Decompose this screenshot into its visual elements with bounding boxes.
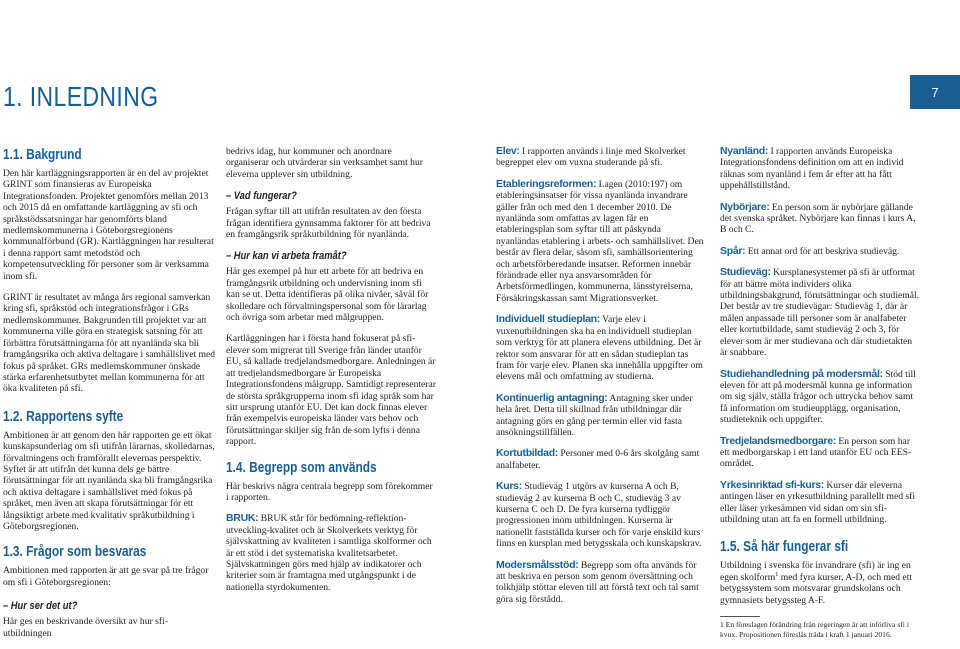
chapter-title: 1. INLEDNING <box>3 81 159 112</box>
paragraph-continued: bedrivs idag, hur kommuner och anordnare organiserar och utvärderar sin verksamhet samt hur eleverna upplever sin utbildning. <box>226 146 423 180</box>
definition-etablering-text: Lagen (2010:197) om etableringsinsatser för vissa nyanlända invandrare gäller från och med den 1 december 2010. De nyanlända som omfattas av lagen får en etableringsplan som syftar till att påskynda nyanländas etablering i arbets- och samhällslivet. Den består av flera delar, såsom sfi, samhällsorientering och arbetsförberedande insatser. Reformen innebär förändrade eller nya ansvarsområden för Arbetsförmedlingen, kommunerna, länsstyrelserna, Försäkringskassan samt Migrationsverket. <box>496 178 704 304</box>
heading-bakgrund: 1.1. Bakgrund <box>3 147 82 163</box>
definition-yrkesinriktad <box>720 480 920 526</box>
definition-spar-text: Ett annat ord för att beskriva studieväg. <box>745 245 900 257</box>
definition-kurs-text: Studieväg 1 utgörs av kurserna A och B, studieväg 2 av kurserna B och C, studieväg 3 av kurserna C och D. De fyra kurserna tydliggör progressionen inom utbildningen. Kurserna är nationellt fastställda kurser och för varje enskild kurs finns en kursplan med betygsskala och kunskapskrav. <box>496 481 702 550</box>
definition-etablering <box>496 179 706 304</box>
paragraph-kartlaggning: Kartläggningen har i första hand fokuserat på sfi-elever som migrerat till Sverige från länder utanför EU, så kallade tredjelandsmedborgare. Anledningen är att tredjelandsmedborgare är Europeiska Integrationsfondens målgrupp. Samtidigt representerar de största språkgrupperna inom sfi idag språk som har sitt ursprung utanför EU. Det kan dock finnas elever från exempelvis europeiska länder vars behov och förutsättningar skiljer sig från de som lyfts i denna rapport. <box>226 333 436 448</box>
paragraph-sa-har-text-2: med fyra kurser, A-D, och med ett betygssystem som motsvarar grundskolans och gymnasiets betygssteg A-F. <box>720 571 913 606</box>
paragraph-sa-har-text: Utbildning i svenska för invandrare (sfi) är ing en egen skolform <box>720 560 911 583</box>
definition-studievag <box>720 267 920 358</box>
definition-elev-text: I rapporten används i linje med Skolverket begreppet elev om vuxna studerande på sfi. <box>496 146 686 169</box>
heading-syfte: 1.2. Rapportens syfte <box>3 408 124 425</box>
definition-studiehandledning <box>720 369 920 426</box>
definition-spar <box>720 246 920 257</box>
heading-begrepp: 1.4. Begrepp som används <box>226 459 377 476</box>
definition-kontinuerlig <box>496 393 706 439</box>
term-studiehandledning: Studiehandledning på modersmål: <box>720 367 883 380</box>
term-spar: Spår: <box>720 244 746 257</box>
footnote: 1 En föreslagen förändring från regeringen är att införliva sfi i kvux. Propositionen föreslås träda i kraft 1 januari 2016. <box>720 620 909 639</box>
term-studievag: Studieväg: <box>720 266 771 279</box>
heading-hur-ser-det-ut: – Hur ser det ut? <box>3 600 78 613</box>
column-4 <box>720 146 920 649</box>
paragraph-syfte: Ambitionen är att genom den här rapporten ge ett ökat kunskapsunderlag om sfi utifrån lärarnas, skolledarnas, förvaltningens och framförallt elevernas perspektiv. Syftet är att utifrån det kunna dels ge bättre förutsättningar för att nyanlända ska bli framgångsrika och aktiva deltagare i samhällslivet med fokus på språket, men även att skapa förutsättningar för ett långsiktigt arbete med kvalitativ språkutbildning i Göteborgsregionen. <box>3 429 215 532</box>
paragraph-bakgrund-1: Den här kartläggningsrapporten är en del av projektet GRINT som finansieras av Europeiska Integrationsfonden. Projektet genomförs mellan 2013 och 2015 då en omfattande kartläggning av sfi och språkstödssatsningar har genomförts bland medlemskommunerna i Göteborgsregionens kommunalförbund (GR). Kartläggningen har resulterat i denna rapport samt metodstöd och kompetensutveckling för personer som är verksamma inom sfi. <box>3 168 214 282</box>
term-yrkesinriktad: Yrkesinriktad sfi-kurs: <box>720 478 824 491</box>
definition-tredjeland <box>720 436 920 470</box>
definition-yrkesinriktad-text: Kurser där eleverna antingen läser en yrkesutbildning parallellt med sfi eller läser yrkesämnen vid sidan om sin sfi-utbildning utan att fa en formell utbildning. <box>720 479 916 525</box>
definition-bruk <box>226 513 436 593</box>
paragraph-bakgrund-2: GRINT är resultatet av många års regional samverkan kring sfi, språkstöd och integrationsfrågor i GRs medlemskommuner. Bakgrunden till projektet var att kommunerna ville göra en strategisk satsning för att förbättra förutsättningarna för att nyanlända ska bli framgångsrika och aktiva deltagare i samhällslivet med fokus på språket. GRs medlemskommuner önskade stärka erfarenhetsutbytet mellan kommunerna för att öka kvaliteten på sfi. <box>3 292 216 395</box>
heading-sa-har-fungerar: 1.5. Så här fungerar sfi <box>720 539 849 556</box>
column-3 <box>496 146 706 615</box>
paragraph-begrepp: Här beskrivs några centrala begrepp som förekommer i rapporten. <box>226 480 433 503</box>
term-etablering: Etableringsreformen: <box>496 177 597 190</box>
paragraph-fragor: Ambitionen med rapporten är att ge svar på tre frågor om sfi i Göteborgsregionen: <box>3 565 209 588</box>
column-2 <box>226 146 436 603</box>
definition-modersmal-text: Begrepp som ofta används för att beskriva en person som genom översättning och tolkhjälp stöttar eleven till att förstå text och tal samt göra sig förstådd. <box>496 559 699 605</box>
definition-tredjeland-text: En person som har ett medborgarskap i ett land utanför EU och EES-området. <box>720 435 912 470</box>
term-elev: Elev: <box>496 145 520 157</box>
term-modersmal: Modersmålsstöd: <box>496 558 579 571</box>
paragraph-hur-ser-det-ut: Här ges en beskrivande översikt av hur sfi-utbildningen <box>3 616 168 639</box>
term-individuell: Individuell studieplan: <box>496 313 600 326</box>
definition-modersmal <box>496 560 706 606</box>
definition-bruk-text: BRUK står för bedömning-reflektion-utveckling-kvalitet och är Skolverkets verktyg för självskattning av kvaliteten i samtliga skolformer och är ett stöd i det systematiska kvalitetsarbetet. Självskattningen görs med hjälp av indikatorer och kriterier som är framtagna med utgångspunkt i de nationella styrdokumenten. <box>226 513 432 593</box>
term-kurs: Kurs: <box>496 480 522 493</box>
term-nyanland: Nyanländ: <box>720 145 769 157</box>
footnote-marker: 1 <box>775 570 779 578</box>
definition-kontinuerlig-text: Antagning sker under hela året. Detta till skillnad från utbildningar där antagning görs en gång per termin eller vid fasta ansökningstillfällen. <box>496 392 693 438</box>
definition-elev <box>496 146 706 169</box>
term-tredjeland: Tredjelandsmedborgare: <box>720 434 836 447</box>
heading-vad-fungerar: – Vad fungerar? <box>226 190 297 203</box>
definition-kurs <box>496 481 706 549</box>
page-number-badge: 7 <box>910 75 960 109</box>
term-kontinuerlig: Kontinuerlig antagning: <box>496 391 608 404</box>
definition-individuell <box>496 314 706 382</box>
heading-hur-kan-vi: – Hur kan vi arbeta framåt? <box>226 250 347 263</box>
definition-nyanland-text: I rapporten används Europeiska Integrationsfondens definition om att en individ räknas som nyanländ i fem år efter att ha fått uppehållstillstånd. <box>720 146 904 192</box>
paragraph-sa-har-fungerar <box>720 560 920 606</box>
definition-nyborjare <box>720 202 920 236</box>
definition-studiehandledning-text: Stöd till eleven för att på modersmål kunna ge information om sig själv, ställa frågor och uttrycka behov samt få information om studieupplägg, organisation, studieteknik och uppgifter. <box>720 368 916 426</box>
definition-kortutbildad <box>496 448 706 471</box>
term-nyborjare: Nybörjare: <box>720 200 770 213</box>
term-kortutbildad: Kortutbildad: <box>496 447 559 460</box>
definition-kortutbildad-text: Personer med 0-6 års skolgång samt analfabeter. <box>496 448 700 471</box>
definition-nyanland <box>720 146 920 192</box>
heading-fragor: 1.3. Frågor som besvaras <box>3 544 147 561</box>
definition-individuell-text: Varje elev i vuxenutbildningen ska ha en individuell studieplan som verktyg för att planera elevens utbildning. Det är rektor som ansvarar för att en sådan studieplan tas fram för varje elev. Planen ska innehålla uppgifter om elevens mål och omfattning av studierna. <box>496 314 703 383</box>
term-bruk: BRUK: <box>226 512 259 525</box>
definition-studievag-text: Kursplanesystemet på sfi är utformat för att bättre möta individers olika utbildningsbakgrund, förutsättningar och studiemål. Det består av tre studievägar: Studieväg 1, där är målen anpassade till personer som är analfabeter eller kortutbildade, samt studieväg 2 och 3, för elever som är mer studievana och där studietakten är snabbare. <box>720 267 920 359</box>
paragraph-vad-fungerar: Frågan syftar till att utifrån resultaten av den första frågan identifiera gynnsamma faktorer för att bedriva en framgångsrik språkutbildning för nyanlända. <box>226 206 431 241</box>
footnote-rule <box>720 616 760 617</box>
paragraph-hur-kan-vi: Här ges exempel på hur ett arbete för att bedriva en framgångsrik utbildning och undervisning inom sfi kan se ut. Detta identifieras på olika nivåer, såväl för skolledare och förvaltningspersonal som för lärarlag och övriga som arbetar med målgruppen. <box>226 266 429 324</box>
definition-nyborjare-text: En person som är nybörjare gällande det svenska språket. Nybörjare kan finnas i kurs A, B och C. <box>720 201 916 236</box>
column-1 <box>3 147 216 649</box>
